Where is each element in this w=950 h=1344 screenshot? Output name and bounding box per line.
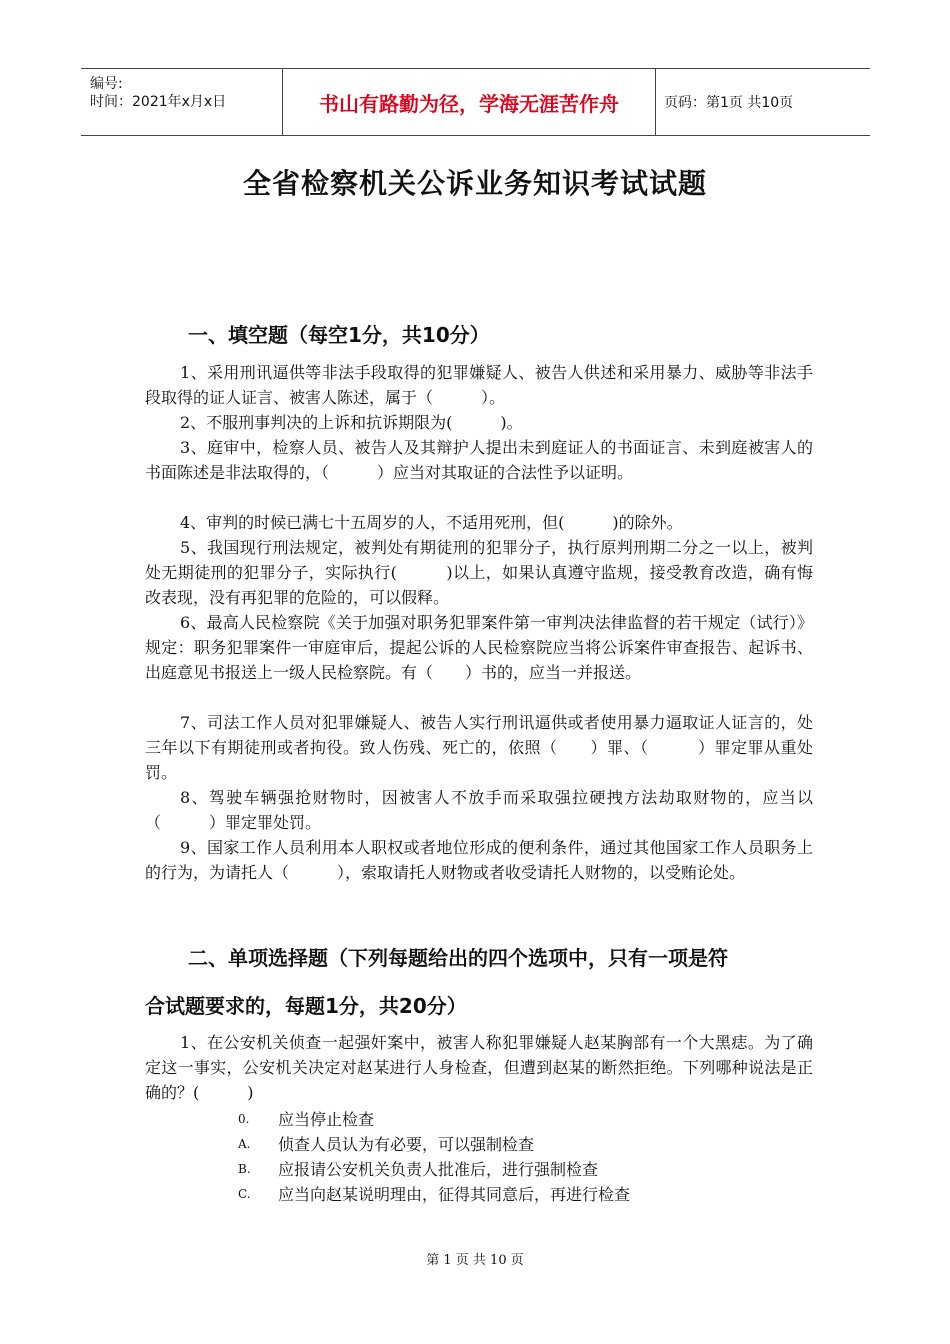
- fill-item-1: 1、采用刑讯逼供等非法手段取得的犯罪嫌疑人、被告人供述和采用暴力、威胁等非法手段取得的证人证言、被害人陈述，属于（ ）。: [145, 363, 813, 407]
- fill-item-2: 2、不服刑事判决的上诉和抗诉期限为( )。: [180, 413, 523, 432]
- fill-item-8: 8、驾驶车辆强抢财物时，因被害人不放手而采取强拉硬拽方法劫取财物的，应当以（ ）罪定罪处罚。: [145, 788, 813, 832]
- document-title: 全省检察机关公诉业务知识考试试题: [242, 167, 707, 200]
- fill-item-5: 5、我国现行刑法规定，被判处有期徒刑的犯罪分子，执行原判刑期二分之一以上，被判处无期徒刑的犯罪分子，实际执行( )以上，如果认真遵守监规，接受教育改造，确有悔改表现，没有再犯罪的危险的，可以假释。: [145, 538, 813, 607]
- header-page-info: 页码：第1页 共10页: [664, 95, 794, 111]
- code-label: 编号:: [90, 76, 123, 92]
- header-meta: [81, 69, 283, 135]
- header-motto: 书山有路勤为径，学海无涯苦作舟: [283, 69, 656, 135]
- option-c: C. 应当向赵某说明理由，征得其同意后，再进行检查: [238, 1185, 631, 1204]
- fill-item-9: 9、国家工作人员利用本人职权或者地位形成的便利条件，通过其他国家工作人员职务上的行为，为请托人（ ），索取请托人财物或者收受请托人财物的，以受贿论处。: [145, 838, 813, 882]
- fill-item-3: 3、庭审中，检察人员、被告人及其辩护人提出未到庭证人的书面证言、未到庭被害人的书面陈述是非法取得的，（ ）应当对其取证的合法性予以证明。: [145, 438, 813, 482]
- option-a: A. 侦查人员认为有必要，可以强制检查: [238, 1135, 535, 1154]
- fill-item-4: 4、审判的时候已满七十五周岁的人，不适用死刑，但( )的除外。: [180, 513, 683, 532]
- option-0: 0. 应当停止检查: [238, 1110, 375, 1129]
- choice-question-1: 1、在公安机关侦查一起强奸案中，被害人称犯罪嫌疑人赵某胸部有一个大黑痣。为了确定这一事实，公安机关决定对赵某进行人身检查，但遭到赵某的断然拒绝。下列哪种说法是正确的？( ): [145, 1033, 813, 1102]
- section2-heading-line2: 合试题要求的，每题1分，共20分）: [145, 994, 467, 1018]
- section1-heading: 一、填空题（每空1分，共10分）: [188, 323, 490, 347]
- section2-heading-line1: 二、单项选择题（下列每题给出的四个选项中，只有一项是符: [188, 946, 728, 970]
- page-header: [81, 68, 870, 136]
- fill-item-7: 7、司法工作人员对犯罪嫌疑人、被告人实行刑讯逼供或者使用暴力逼取证人证言的，处三年以下有期徒刑或者拘役。致人伤残、死亡的，依照（ ）罪、（ ）罪定罪从重处罚。: [145, 713, 813, 782]
- date-label: 时间：2021年x月x日: [90, 94, 227, 110]
- fill-item-6: 6、最高人民检察院《关于加强对职务犯罪案件第一审判决法律监督的若干规定（试行）》规定：职务犯罪案件一审庭审后，提起公诉的人民检察院应当将公诉案件审查报告、起诉书、出庭意见书报送上一级人民检察院。有（ ）书的，应当一并报送。: [145, 613, 813, 682]
- option-b: B. 应报请公安机关负责人批准后，进行强制检查: [238, 1160, 599, 1179]
- page-footer: 第 1 页 共 10 页: [426, 1253, 524, 1268]
